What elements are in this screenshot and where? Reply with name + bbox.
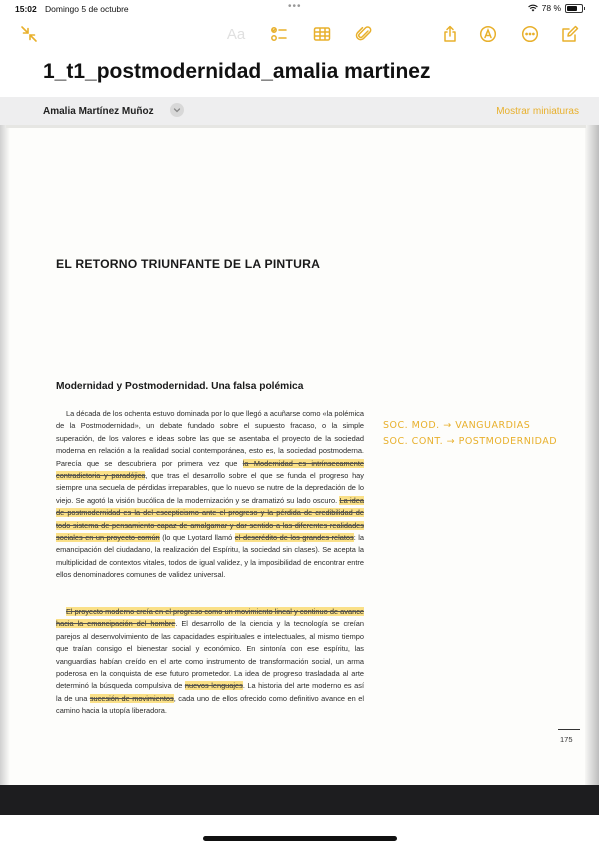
handwritten-note-1: SOC. MOD. → VANGUARDIAS [383,420,531,431]
status-time: 15:02 [15,4,37,14]
pdf-page[interactable] [0,125,599,815]
page-number: 175 [560,735,573,744]
battery-icon [565,4,583,13]
collapse-icon[interactable] [17,22,41,46]
pdf-author: Amalia Martínez Muñoz [43,106,154,117]
wifi-icon [528,4,538,12]
pdf-header [0,97,599,125]
home-indicator[interactable] [203,836,397,841]
page-number-rule [558,729,580,730]
p1-text-2: , que tras el desarrollo sobre el que se funda el progreso hay siempre una secuela de pérdidas irreparables, que lo nuevo se nutre de la depredación de lo viejo. Se agotó la visión bucólica de la modernización y se dramatizó su lado oscuro. [56,471,364,505]
p2-text-2: . La historia del arte moderno es así la de una [56,681,365,703]
status-right [528,3,583,13]
p1-highlight-1: la Modernidad es intrínsecamente contradictoria y paradójica [56,458,364,481]
attachment-icon[interactable] [352,22,376,46]
battery-fill [567,6,577,11]
share-icon[interactable] [438,22,462,46]
table-icon[interactable] [310,22,334,46]
markup-icon[interactable] [476,22,500,46]
p1-highlight-3: el descrédito de los grandes relatos [234,533,354,543]
status-bar [0,0,599,18]
p1-text-4: : la emancipación del ciudadano, la realización del Espíritu, la sociedad sin clases). Se acepta la multiplicidad de contextos vitales, todos de igual validez, y la imposibilidad de encontrar entre ellos denominadores comunes de validez universal. [56,533,365,580]
section-title: Modernidad y Postmodernidad. Una falsa polémica [56,381,304,392]
multitasking-dots-icon[interactable]: ••• [288,1,302,12]
paragraph-2 [56,606,364,718]
scan-dark-edge [0,785,599,815]
page-shadow-left [0,125,10,815]
p1-highlight-2: La idea de postmodernidad es la del escepticismo ante el progreso y la pérdida de credibilidad de todo sistema de pensamiento capaz de amalgamar y dar sentido a las diferentes realidades sociales en un proyecto común [56,495,365,543]
p2-highlight-3: sucesión de movimientos [89,693,174,703]
show-thumbnails-button[interactable]: Mostrar miniaturas [496,106,579,117]
p2-text-3: , cada uno de ellos ofrecido como definitivo avance en el camino hacia la utopía liberadora. [56,693,364,716]
battery-percent: 78 % [541,3,561,13]
checklist-icon[interactable] [267,22,291,46]
p2-highlight-1: El proyecto moderno creía en el progreso como un movimiento lineal y continuo de avance hacia la emancipación del hombre [56,607,364,629]
status-date: Domingo 5 de octubre [45,4,129,14]
paragraph-1 [56,408,364,582]
more-icon[interactable] [518,22,542,46]
p2-text-1: . El desarrollo de la ciencia y la tecnología se creían parejos al desenvolvimiento de las capacidades espirituales e intelectuales, al mismo tiempo que traían consigo el bienestar social y económico. En sintonía con ese espíritu, las vanguardias habían creído en el arte como instrumento de transformación social, un arma poderosa en la conquista de ese futuro prometedor. La idea de progreso trasladada al arte determinó la búsqueda compulsiva de [56,619,364,691]
chapter-title: EL RETORNO TRIUNFANTE DE LA PINTURA [56,257,321,271]
page-shadow-right [585,125,599,815]
p1-text-1: La década de los ochenta estuvo dominada por lo que llegó a acuñarse como «la polémica de la Postmodernidad», un debate fundado sobre el supuesto fracaso, o la simple superación, de los valores e ideas sobre las que se asentaba el proyecto de la sociedad moderna en relación a la realidad social contemporánea, esto es, la sociedad postmoderna. Parecía que se descubriera por primera vez que [56,409,364,468]
p2-highlight-2: nuevos lenguajes [184,681,243,691]
text-format-button[interactable]: Aa [226,25,246,43]
chevron-down-icon[interactable] [170,103,184,117]
notes-toolbar [0,22,599,50]
note-title[interactable]: 1_t1_postmodernidad_amalia martinez [43,60,431,83]
compose-icon[interactable] [558,22,582,46]
p1-text-3: (lo que Lyotard llamó [159,533,235,543]
page-top-edge [6,125,586,128]
handwritten-note-2: SOC. CONT. → POSTMODERNIDAD [383,436,558,447]
battery-nub [584,7,586,10]
